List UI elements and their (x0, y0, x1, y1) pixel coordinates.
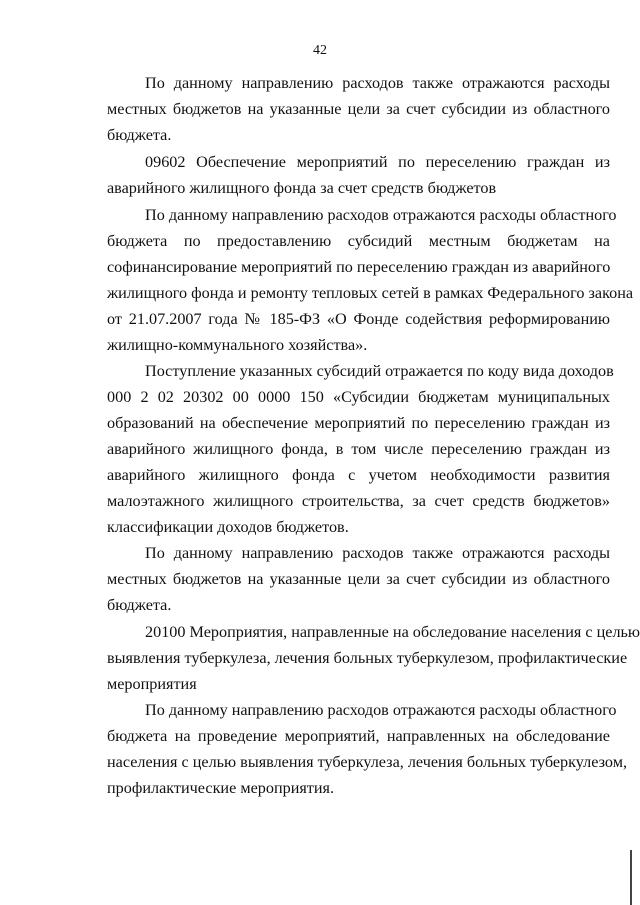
text-line: бюджета на проведение мероприятий, направленных на обследование (107, 727, 610, 745)
text-line: 09602 Обеспечение мероприятий по переселению граждан из (145, 153, 610, 171)
text-line: По данному направлению расходов отражаются расходы областного (145, 701, 617, 719)
text-line: софинансирование мероприятий по переселению граждан из аварийного (107, 258, 611, 276)
text-line: По данному направлению расходов также отражаются расходы (145, 544, 610, 562)
text-line: от 21.07.2007 года № 185-ФЗ «О Фонде содействия реформированию (107, 310, 610, 328)
text-line: аварийного жилищного фонда с учетом необходимости развития (107, 466, 610, 484)
text-line: образований на обеспечение мероприятий по переселению граждан из (107, 414, 610, 432)
text-line: бюджета по предоставлению субсидий местным бюджетам на (107, 232, 610, 250)
text-line: выявления туберкулеза, лечения больных туберкулезом, профилактические (107, 649, 628, 667)
text-line: жилищного фонда и ремонту тепловых сетей в рамках Федерального закона (107, 284, 634, 302)
text-line: местных бюджетов на указанные цели за счет субсидии из областного (107, 570, 610, 588)
text-line: аварийного жилищного фонда за счет средств бюджетов (107, 179, 497, 197)
text-line: мероприятия (107, 675, 197, 693)
text-line: классификации доходов бюджетов. (107, 518, 349, 536)
scan-edge-mark (630, 850, 632, 905)
text-line: жилищно-коммунального хозяйства». (107, 336, 368, 354)
text-line: профилактические мероприятия. (107, 779, 335, 797)
text-line: 000 2 02 20302 00 0000 150 «Субсидии бюджетам муниципальных (107, 388, 610, 406)
text-line: бюджета. (107, 596, 172, 614)
text-line: местных бюджетов на указанные цели за счет субсидии из областного (107, 100, 610, 118)
page-number: 42 (313, 43, 327, 58)
text-line: По данному направлению расходов отражаются расходы областного (145, 206, 617, 224)
text-line: аварийного жилищного фонда, в том числе переселению граждан из (107, 440, 610, 458)
text-line: Поступление указанных субсидий отражается по коду вида доходов (145, 362, 614, 380)
text-line: малоэтажного жилищного строительства, за счет средств бюджетов» (107, 492, 610, 510)
text-line: 20100 Мероприятия, направленные на обследование населения с целью (145, 623, 640, 641)
text-line: По данному направлению расходов также отражаются расходы (145, 74, 610, 92)
text-line: бюджета. (107, 126, 172, 144)
text-line: населения с целью выявления туберкулеза, лечения больных туберкулезом, (107, 753, 627, 771)
